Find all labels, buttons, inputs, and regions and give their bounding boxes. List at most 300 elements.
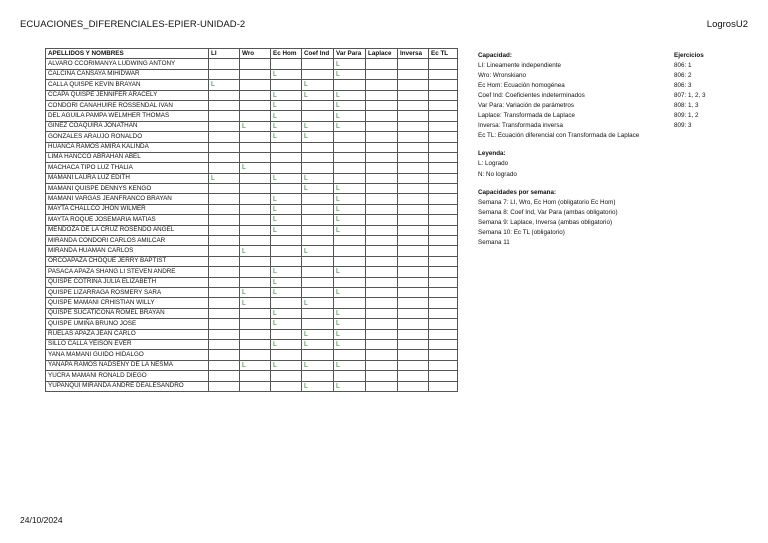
- grade-cell: [240, 236, 271, 246]
- grade-cell: [240, 142, 271, 152]
- grade-cell: [334, 350, 366, 360]
- grade-cell: [334, 173, 366, 183]
- grade-cell: [429, 329, 458, 339]
- grade-cell: [240, 215, 271, 225]
- grade-cell: [366, 132, 398, 142]
- grade-cell: [366, 298, 398, 308]
- grade-cell: [271, 80, 302, 90]
- grade-cell: [398, 163, 429, 173]
- table-row: [46, 329, 458, 339]
- capacidad-label: Inversa: Transformada inversa: [478, 122, 564, 130]
- capacidad-label: Var Para: Variación de parámetros: [478, 102, 575, 110]
- capacidad-ejercicios: 808: 1, 3: [674, 102, 699, 110]
- table-row: [46, 360, 458, 370]
- grade-cell: [398, 111, 429, 121]
- column-header: Ec Hom: [271, 49, 302, 59]
- grade-cell: [302, 59, 334, 69]
- grade-cell: [429, 277, 458, 287]
- grade-cell: [209, 90, 240, 100]
- grade-cell: [334, 246, 366, 256]
- capacidad-item: [478, 60, 740, 70]
- grade-cell: [366, 111, 398, 121]
- grade-cell: [429, 236, 458, 246]
- column-header: Ec TL: [429, 49, 458, 59]
- grade-cell: [429, 163, 458, 173]
- grade-cell: [398, 319, 429, 329]
- grade-cell: [240, 204, 271, 214]
- grade-cell: [302, 350, 334, 360]
- grade-cell: [240, 225, 271, 235]
- grade-cell: [366, 360, 398, 370]
- student-name: MACHACA TIPO LUZ THALIA: [46, 163, 209, 173]
- grade-cell: L: [271, 132, 302, 142]
- grade-cell: [209, 256, 240, 266]
- grade-cell: [240, 132, 271, 142]
- grade-cell: [366, 329, 398, 339]
- student-name: RUELAS APAZA JEAN CARLO: [46, 329, 209, 339]
- grade-cell: [429, 80, 458, 90]
- grade-cell: L: [240, 163, 271, 173]
- grade-cell: [209, 236, 240, 246]
- grade-cell: [271, 236, 302, 246]
- grade-cell: [240, 381, 271, 391]
- table-row: [46, 371, 458, 381]
- grade-cell: L: [302, 298, 334, 308]
- grade-cell: [398, 69, 429, 79]
- grade-cell: [302, 236, 334, 246]
- grade-cell: [209, 246, 240, 256]
- grade-cell: [429, 360, 458, 370]
- grade-cell: [334, 236, 366, 246]
- capacidad-ejercicios: 809: 1, 2: [674, 112, 699, 120]
- grade-cell: [209, 267, 240, 277]
- capacidad-ejercicios: 806: 2: [674, 71, 692, 79]
- capacidad-item: [478, 70, 740, 80]
- leyenda-heading: Leyenda:: [478, 150, 506, 158]
- grade-cell: [398, 142, 429, 152]
- grade-cell: [302, 287, 334, 297]
- table-row: [46, 287, 458, 297]
- grade-cell: [398, 80, 429, 90]
- column-header: Var Para: [334, 49, 366, 59]
- student-name: ORCOAPAZA CHOQUE JERRY BAPTIST: [46, 256, 209, 266]
- grade-cell: [366, 163, 398, 173]
- grade-cell: [302, 152, 334, 162]
- grade-cell: [398, 100, 429, 110]
- grade-cell: [334, 152, 366, 162]
- grade-cell: L: [334, 215, 366, 225]
- grade-cell: [366, 204, 398, 214]
- leyenda-item: L: Logrado: [478, 160, 509, 168]
- grade-cell: [209, 371, 240, 381]
- footer-date: 24/10/2024: [20, 515, 63, 525]
- grade-cell: [302, 111, 334, 121]
- student-name: YUPANQUI MIRANDA ANDRE DEALESANDRO: [46, 381, 209, 391]
- grade-cell: [240, 194, 271, 204]
- table-row: [46, 80, 458, 90]
- grade-cell: [429, 121, 458, 131]
- grade-cell: [240, 308, 271, 318]
- grade-cell: [429, 90, 458, 100]
- grade-cell: [398, 360, 429, 370]
- table-row: [46, 142, 458, 152]
- grade-cell: [240, 371, 271, 381]
- grade-cell: [240, 256, 271, 266]
- semanas-list: [478, 197, 740, 247]
- semanas-heading: Capacidades por semana:: [478, 188, 557, 196]
- grade-cell: [271, 184, 302, 194]
- grade-cell: L: [240, 287, 271, 297]
- grade-cell: [429, 267, 458, 277]
- student-name: YANAPA RAMOS NADSENY DE LA NESMA: [46, 360, 209, 370]
- grade-cell: L: [271, 287, 302, 297]
- grade-cell: [429, 204, 458, 214]
- grade-cell: [429, 371, 458, 381]
- grade-cell: [240, 350, 271, 360]
- capacidad-ejercicios: 807: 1, 2, 3: [674, 91, 706, 99]
- grade-cell: [209, 287, 240, 297]
- grade-cell: [398, 277, 429, 287]
- grade-cell: L: [302, 173, 334, 183]
- document-title: ECUACIONES_DIFERENCIALES-EPIER-UNIDAD-2: [20, 19, 246, 30]
- grade-cell: [209, 215, 240, 225]
- grade-cell: L: [271, 339, 302, 349]
- grade-cell: L: [334, 69, 366, 79]
- grade-cell: [209, 225, 240, 235]
- grade-cell: [429, 69, 458, 79]
- table-row: [46, 132, 458, 142]
- grade-cell: [429, 287, 458, 297]
- grade-cell: [271, 142, 302, 152]
- grade-cell: [209, 132, 240, 142]
- grade-cell: [366, 287, 398, 297]
- grade-cell: [271, 152, 302, 162]
- grade-cell: [429, 246, 458, 256]
- student-name: CALLA QUISPE KEVIN BRAYAN: [46, 80, 209, 90]
- column-header: Laplace: [366, 49, 398, 59]
- student-name: SILLO CALLA YEISON EVER: [46, 339, 209, 349]
- grade-cell: [334, 142, 366, 152]
- grade-cell: [209, 111, 240, 121]
- leyenda-item: N: No logrado: [478, 170, 517, 178]
- semana-item: Semana 10: Ec TL (obligatorio): [478, 229, 565, 237]
- student-name: MIRANDA HUAMAN CARLOS: [46, 246, 209, 256]
- grade-cell: [366, 308, 398, 318]
- grade-cell: [366, 236, 398, 246]
- grade-cell: [302, 256, 334, 266]
- grade-cell: [302, 100, 334, 110]
- table-row: [46, 256, 458, 266]
- capacidad-ejercicios: 806: 1: [674, 61, 692, 69]
- grade-cell: L: [334, 319, 366, 329]
- grade-cell: [240, 111, 271, 121]
- grade-cell: [398, 308, 429, 318]
- grade-cell: [209, 152, 240, 162]
- grade-cell: [366, 121, 398, 131]
- semana-item: Semana 7: LI, Wro, Ec Hom (obligatorio Ec Hom): [478, 198, 616, 206]
- grade-cell: L: [334, 339, 366, 349]
- grade-cell: [209, 100, 240, 110]
- grade-cell: [366, 350, 398, 360]
- grade-cell: [240, 90, 271, 100]
- grade-cell: [302, 371, 334, 381]
- grade-cell: [271, 371, 302, 381]
- grade-cell: [302, 277, 334, 287]
- grade-cell: L: [271, 111, 302, 121]
- grade-cell: [429, 215, 458, 225]
- grade-cell: [398, 236, 429, 246]
- grade-cell: [271, 256, 302, 266]
- student-name: MENDOZA DE LA CRUZ ROSENDO ANGEL: [46, 225, 209, 235]
- grade-cell: [366, 225, 398, 235]
- student-name: DEL AGUILA PAMPA WELMHER THOMAS: [46, 111, 209, 121]
- grade-cell: L: [302, 381, 334, 391]
- grade-cell: L: [334, 329, 366, 339]
- ejercicios-heading: Ejercicios: [674, 51, 704, 59]
- grade-cell: L: [334, 381, 366, 391]
- table-row: [46, 194, 458, 204]
- grade-cell: L: [271, 308, 302, 318]
- grade-cell: [240, 80, 271, 90]
- grade-cell: [366, 277, 398, 287]
- student-name: QUISPE MAMANI CRHISTIAN WILLY: [46, 298, 209, 308]
- grade-cell: [429, 225, 458, 235]
- semana-item: Semana 9: Laplace, Inversa (ambas obligatorio): [478, 218, 613, 226]
- grade-cell: [398, 225, 429, 235]
- grade-cell: [209, 69, 240, 79]
- table-row: [46, 225, 458, 235]
- grade-cell: [240, 339, 271, 349]
- capacidad-label: Coef Ind: Coeficientes indeterminados: [478, 91, 585, 99]
- grade-cell: [271, 381, 302, 391]
- student-name: MAYTA CHALLCO JHON WILMER: [46, 204, 209, 214]
- grade-cell: [398, 350, 429, 360]
- grade-cell: L: [209, 173, 240, 183]
- grade-cell: [429, 256, 458, 266]
- student-name: MAYTA ROQUE JOSEMARIA MATIAS: [46, 215, 209, 225]
- grade-cell: L: [302, 339, 334, 349]
- grade-cell: L: [334, 308, 366, 318]
- grade-cell: [240, 319, 271, 329]
- student-name: MAMANI QUISPE DENNYS KENGO: [46, 184, 209, 194]
- table-row: [46, 173, 458, 183]
- grade-cell: L: [240, 298, 271, 308]
- grade-cell: L: [271, 69, 302, 79]
- grade-cell: L: [271, 90, 302, 100]
- capacidad-item: [478, 100, 740, 110]
- grade-cell: L: [302, 121, 334, 131]
- grade-cell: [209, 204, 240, 214]
- grade-cell: [240, 277, 271, 287]
- grade-cell: L: [271, 319, 302, 329]
- grade-cell: [334, 80, 366, 90]
- grade-cell: [209, 121, 240, 131]
- table-row: [46, 350, 458, 360]
- table-row: [46, 111, 458, 121]
- grade-cell: [429, 100, 458, 110]
- grade-cell: [271, 163, 302, 173]
- table-row: [46, 121, 458, 131]
- grade-cell: L: [334, 100, 366, 110]
- grade-cell: [398, 59, 429, 69]
- capacidad-label: Laplace: Transformada de Laplace: [478, 112, 575, 120]
- grade-cell: [398, 339, 429, 349]
- grade-cell: [271, 59, 302, 69]
- table-row: [46, 204, 458, 214]
- grade-cell: [366, 184, 398, 194]
- grade-cell: [366, 339, 398, 349]
- column-header: LI: [209, 49, 240, 59]
- grade-cell: L: [334, 360, 366, 370]
- grade-cell: [398, 194, 429, 204]
- table-row: [46, 308, 458, 318]
- grade-cell: [429, 184, 458, 194]
- grade-cell: [209, 142, 240, 152]
- grade-cell: [302, 142, 334, 152]
- grade-cell: [240, 100, 271, 110]
- table-header-row: [46, 49, 458, 59]
- student-name: HUANCA RAMOS AMIRA KALINDA: [46, 142, 209, 152]
- student-name: QUISPE UMIÑA BRUNO JOSE: [46, 319, 209, 329]
- grade-cell: [398, 121, 429, 131]
- grade-cell: [366, 80, 398, 90]
- grade-cell: [271, 350, 302, 360]
- grade-cell: L: [271, 225, 302, 235]
- grade-cell: [209, 360, 240, 370]
- column-header: Wro: [240, 49, 271, 59]
- grade-cell: [366, 215, 398, 225]
- grade-cell: L: [334, 287, 366, 297]
- capacidad-label: Wro: Wronskiano: [478, 71, 527, 79]
- grade-cell: L: [271, 360, 302, 370]
- grade-cell: L: [334, 184, 366, 194]
- student-name: LIMA HANCCO ABRAHAN ABEL: [46, 152, 209, 162]
- table-row: [46, 163, 458, 173]
- grade-cell: L: [302, 90, 334, 100]
- grade-cell: [429, 194, 458, 204]
- student-name: PASACA APAZA SHANG LI STEVEN ANDRE: [46, 267, 209, 277]
- student-name: CONDORI CANAHUIRE ROSSENDAL IVAN: [46, 100, 209, 110]
- table-row: [46, 152, 458, 162]
- grade-cell: L: [302, 80, 334, 90]
- grade-cell: [429, 173, 458, 183]
- student-name: YANA MAMANI GUIDO HIDALGO: [46, 350, 209, 360]
- grade-cell: [366, 381, 398, 391]
- table-row: [46, 339, 458, 349]
- student-name: ALVARO CCORIMANYA LUDWING ANTONY: [46, 59, 209, 69]
- table-row: [46, 184, 458, 194]
- grade-cell: [366, 90, 398, 100]
- grade-cell: [366, 246, 398, 256]
- capacidad-item: [478, 121, 740, 131]
- student-name: CCAPA QUISPE JENNIFER ARACELY: [46, 90, 209, 100]
- grade-cell: [398, 287, 429, 297]
- grade-cell: [240, 329, 271, 339]
- grade-cell: [302, 308, 334, 318]
- grade-cell: L: [271, 267, 302, 277]
- table-row: [46, 90, 458, 100]
- grade-cell: L: [271, 121, 302, 131]
- grade-cell: L: [334, 267, 366, 277]
- grade-cell: L: [271, 204, 302, 214]
- grade-cell: [429, 381, 458, 391]
- grade-cell: [209, 350, 240, 360]
- capacidades-heading: Capacidad:: [478, 51, 512, 59]
- grade-cell: [398, 184, 429, 194]
- grade-cell: [398, 152, 429, 162]
- grade-cell: [209, 319, 240, 329]
- grade-cell: [366, 173, 398, 183]
- table-body: [46, 59, 458, 392]
- grade-cell: [366, 69, 398, 79]
- grade-cell: [209, 298, 240, 308]
- grade-cell: [366, 371, 398, 381]
- grade-cell: [398, 298, 429, 308]
- table-row: [46, 236, 458, 246]
- table-row: [46, 267, 458, 277]
- grade-cell: [302, 69, 334, 79]
- capacidad-ejercicios: 809: 3: [674, 122, 692, 130]
- capacidades-header-row: [478, 50, 740, 60]
- grade-cell: [271, 246, 302, 256]
- student-name: QUISPE COTRINA JULIA ELIZABETH: [46, 277, 209, 287]
- grade-cell: L: [271, 173, 302, 183]
- grade-cell: L: [240, 246, 271, 256]
- grade-cell: [429, 308, 458, 318]
- grade-cell: [240, 184, 271, 194]
- grade-cell: [366, 319, 398, 329]
- grade-cell: [366, 194, 398, 204]
- grade-cell: L: [209, 80, 240, 90]
- grade-cell: [398, 204, 429, 214]
- grade-cell: L: [302, 360, 334, 370]
- grade-cell: [398, 215, 429, 225]
- grade-cell: [429, 350, 458, 360]
- grade-cell: L: [271, 194, 302, 204]
- grade-cell: L: [334, 204, 366, 214]
- grade-cell: [209, 329, 240, 339]
- grade-cell: L: [240, 360, 271, 370]
- grade-cell: [209, 381, 240, 391]
- student-name: QUISPE LIZARRAGA ROSMERY SARA: [46, 287, 209, 297]
- student-name: CALCINA CANSAYA MIHIDWAR: [46, 69, 209, 79]
- grade-cell: [302, 267, 334, 277]
- grade-cell: [240, 69, 271, 79]
- student-name: QUISPE SUCATICONA ROMEL BRAYAN: [46, 308, 209, 318]
- grade-cell: [366, 142, 398, 152]
- grade-cell: L: [302, 329, 334, 339]
- capacidad-item: [478, 111, 740, 121]
- grade-cell: [334, 163, 366, 173]
- grade-cell: [429, 142, 458, 152]
- grade-cell: [302, 194, 334, 204]
- grade-cell: [429, 111, 458, 121]
- grade-cell: [366, 256, 398, 266]
- grade-cell: [398, 329, 429, 339]
- capacidad-item: [478, 90, 740, 100]
- table-row: [46, 100, 458, 110]
- grade-cell: [209, 194, 240, 204]
- leyenda-list: [478, 159, 740, 179]
- grade-cell: [271, 298, 302, 308]
- grade-cell: L: [334, 121, 366, 131]
- grade-cell: [240, 59, 271, 69]
- grade-cell: [240, 173, 271, 183]
- table-row: [46, 69, 458, 79]
- sheet-name: LogrosU2: [706, 19, 748, 30]
- capacidad-label: LI: Lineamente independiente: [478, 61, 561, 69]
- grade-cell: L: [302, 132, 334, 142]
